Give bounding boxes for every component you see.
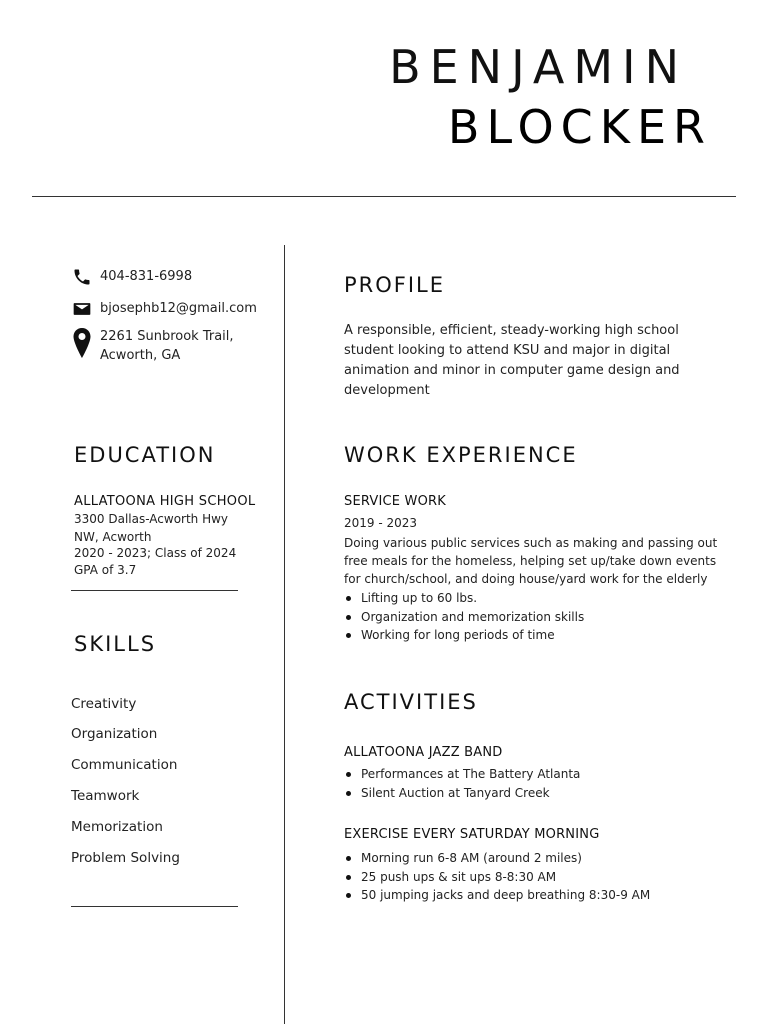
education-line: 2020 - 2023; Class of 2024 (74, 546, 237, 560)
contact-phone (72, 267, 192, 287)
skill-item: Problem Solving (71, 850, 180, 866)
job-description: Doing various public services such as making and passing out free meals for the homeless, helping set up/take down events for church/school, and doing house/yard work for the elderly (344, 536, 718, 586)
activity-title: ALLATOONA JAZZ BAND (344, 745, 503, 760)
profile-heading: PROFILE (344, 273, 446, 297)
email-address: bjosephb12@gmail.com (100, 301, 257, 316)
activity-bullets (344, 765, 724, 802)
skill-item: Teamwork (71, 788, 140, 804)
list-item: 25 push ups & sit ups 8-8:30 AM (344, 868, 724, 887)
first-name: BENJAMIN (389, 40, 688, 94)
skills-divider (71, 906, 238, 907)
list-item: Organization and memorization skills (344, 608, 724, 627)
address-line-1: 2261 Sunbrook Trail, (100, 329, 234, 344)
education-heading: EDUCATION (74, 443, 216, 467)
education-line: NW, Acworth (74, 530, 152, 544)
contact-email (72, 299, 257, 319)
job-title: SERVICE WORK (344, 494, 446, 509)
profile-text: A responsible, efficient, steady-working high school student looking to attend KSU and major in digital animation and minor in computer game design and development (344, 323, 680, 398)
address (100, 327, 234, 365)
education-school: ALLATOONA HIGH SCHOOL (74, 494, 256, 509)
skill-item: Memorization (71, 819, 163, 835)
list-item: Working for long periods of time (344, 626, 724, 645)
header-divider (32, 196, 736, 197)
skill-item: Organization (71, 726, 158, 742)
contact-address (72, 327, 234, 365)
list-item: Silent Auction at Tanyard Creek (344, 784, 724, 803)
list-item: Morning run 6-8 AM (around 2 miles) (344, 849, 724, 868)
phone-number: 404-831-6998 (100, 269, 193, 284)
location-pin-icon (72, 327, 92, 361)
education-line: GPA of 3.7 (74, 563, 137, 577)
activity-title: EXERCISE EVERY SATURDAY MORNING (344, 827, 600, 842)
column-divider (284, 245, 285, 1024)
job-dates: 2019 - 2023 (344, 516, 418, 530)
envelope-icon (72, 299, 92, 319)
job-bullets (344, 589, 724, 645)
education-divider (71, 590, 238, 591)
skill-item: Communication (71, 757, 178, 773)
skills-heading: SKILLS (74, 632, 157, 656)
activities-heading: ACTIVITIES (344, 690, 478, 714)
list-item: Performances at The Battery Atlanta (344, 765, 724, 784)
work-heading: WORK EXPERIENCE (344, 443, 578, 467)
list-item: 50 jumping jacks and deep breathing 8:30-9 AM (344, 886, 724, 905)
education-line: 3300 Dallas-Acworth Hwy (74, 512, 229, 526)
list-item: Lifting up to 60 lbs. (344, 589, 724, 608)
address-line-2: Acworth, GA (100, 348, 181, 363)
activity-bullets (344, 849, 724, 905)
phone-icon (72, 267, 92, 287)
skill-item: Creativity (71, 696, 137, 712)
last-name: BLOCKER (447, 100, 712, 154)
